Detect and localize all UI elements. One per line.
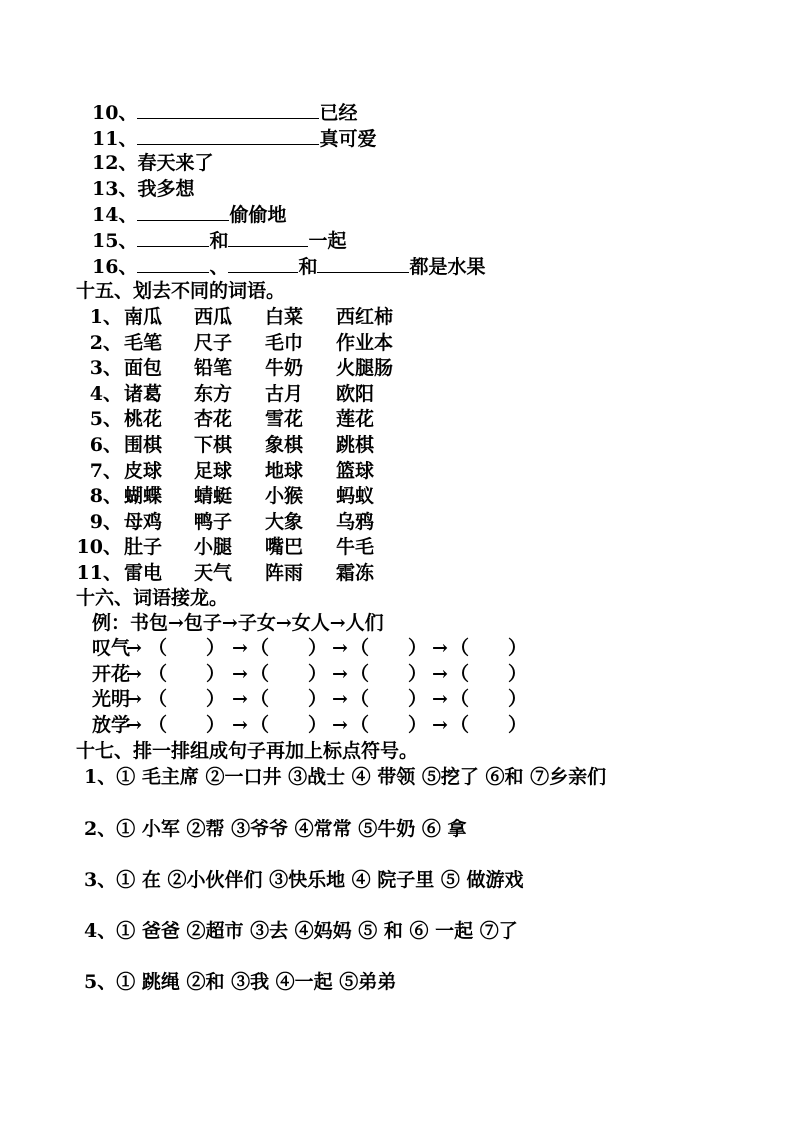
open-paren: （ [450,637,470,659]
sentence-item-4: 4、① 爸爸 ②超市 ③去 ④妈妈 ⑤ 和 ⑥ 一起 ⑦了 [84,920,518,942]
row-number: 7、 [89,460,122,482]
close-paren: ） [508,714,528,736]
answer-blank[interactable] [137,228,209,247]
item-text: 一起 [308,230,347,252]
row-number: 11、 [76,562,122,584]
item-number: 11、 [92,128,138,150]
chain-answer-blank[interactable] [470,636,510,660]
word-option[interactable]: 诸葛 [124,383,163,405]
arrow-icon: → [232,637,248,659]
answer-blank[interactable] [137,100,319,119]
chain-answer-blank[interactable] [370,636,410,660]
open-paren: （ [350,637,370,659]
chain-answer-blank[interactable] [168,662,208,686]
row-number: 6、 [89,434,122,456]
item-text: 和 [298,256,318,278]
section-15-heading: 十五、划去不同的词语。 [76,280,286,302]
word-option[interactable]: 雷电 [124,562,163,584]
arrow-icon: → [126,688,142,710]
chain-answer-blank[interactable] [370,687,410,711]
chain-example: 例：书包→包子→子女→女人→人们 [92,612,384,634]
open-paren: （ [350,714,370,736]
word-option[interactable]: 大象 [265,511,304,533]
section-17-heading: 十七、排一排组成句子再加上标点符号。 [76,740,419,762]
item-text: 都是水果 [409,256,486,278]
word-option[interactable]: 下棋 [194,434,233,456]
word-option[interactable]: 东方 [194,383,233,405]
row-number: 10、 [76,536,122,558]
answer-blank[interactable] [137,126,319,145]
arrow-icon: → [432,714,448,736]
open-paren: （ [148,714,168,736]
sentence-item-5: 5、① 跳绳 ②和 ③我 ④一起 ⑤弟弟 [84,971,397,993]
arrow-icon: → [126,663,142,685]
chain-answer-blank[interactable] [168,713,208,737]
word-option[interactable]: 桃花 [124,408,163,430]
word-option[interactable]: 小腿 [194,536,233,558]
arrow-icon: → [126,714,142,736]
word-option[interactable]: 小猴 [265,485,304,507]
word-option[interactable]: 欧阳 [336,383,375,405]
chain-answer-blank[interactable] [370,662,410,686]
chain-answer-blank[interactable] [470,713,510,737]
chain-start-word: 叹气 [92,637,131,659]
row-number: 4、 [89,383,122,405]
row-number: 8、 [89,485,122,507]
close-paren: ） [206,637,226,659]
word-option[interactable]: 象棋 [265,434,304,456]
fill-item-16 [92,254,486,278]
word-option[interactable]: 肚子 [124,536,163,558]
word-option[interactable]: 蜻蜓 [194,485,233,507]
close-paren: ） [508,688,528,710]
open-paren: （ [148,637,168,659]
fill-item-14 [92,202,286,226]
item-text: 已经 [319,102,358,124]
fill-item-13 [92,177,194,201]
item-number: 15、 [92,230,138,252]
chain-answer-blank[interactable] [270,687,310,711]
close-paren: ） [308,714,328,736]
word-option[interactable]: 蚂蚁 [336,485,375,507]
item-text: 春天来了 [137,152,214,174]
word-option[interactable]: 阵雨 [265,562,304,584]
close-paren: ） [206,663,226,685]
item-text: 、 [209,256,229,278]
arrow-icon: → [126,637,142,659]
open-paren: （ [250,688,270,710]
fill-item-15 [92,228,346,252]
word-option[interactable]: 火腿肠 [336,357,394,379]
section-16-heading: 十六、词语接龙。 [76,587,229,609]
word-option[interactable]: 铅笔 [194,357,233,379]
arrow-icon: → [232,688,248,710]
answer-blank[interactable] [137,254,209,273]
chain-answer-blank[interactable] [470,687,510,711]
chain-answer-blank[interactable] [470,662,510,686]
close-paren: ） [408,714,428,736]
arrow-icon: → [232,663,248,685]
open-paren: （ [450,714,470,736]
word-option[interactable]: 蝴蝶 [124,485,163,507]
close-paren: ） [308,663,328,685]
word-option[interactable]: 作业本 [336,332,394,354]
word-option[interactable]: 天气 [194,562,233,584]
fill-item-11 [92,126,376,150]
close-paren: ） [508,637,528,659]
open-paren: （ [148,663,168,685]
answer-blank[interactable] [317,254,409,273]
item-number: 10、 [92,102,138,124]
fill-item-10 [92,100,357,124]
row-number: 1、 [89,306,122,328]
open-paren: （ [250,663,270,685]
close-paren: ） [206,688,226,710]
item-number: 14、 [92,204,138,226]
word-option[interactable]: 杏花 [194,408,233,430]
arrow-icon: → [432,688,448,710]
arrow-icon: → [332,688,348,710]
word-option[interactable]: 牛毛 [336,536,375,558]
row-number: 9、 [89,511,122,533]
chain-start-word: 光明 [92,688,131,710]
word-option[interactable]: 地球 [265,460,304,482]
chain-start-word: 放学 [92,714,131,736]
word-option[interactable]: 乌鸦 [336,511,375,533]
word-option[interactable]: 西红柿 [336,306,394,328]
item-text: 和 [209,230,229,252]
word-option[interactable]: 跳棋 [336,434,375,456]
word-option[interactable]: 尺子 [194,332,233,354]
close-paren: ） [408,663,428,685]
open-paren: （ [250,714,270,736]
close-paren: ） [408,637,428,659]
arrow-icon: → [232,714,248,736]
row-number: 5、 [89,408,122,430]
word-option[interactable]: 牛奶 [265,357,304,379]
item-number: 13、 [92,178,138,200]
open-paren: （ [450,688,470,710]
word-option[interactable]: 霜冻 [336,562,375,584]
word-option[interactable]: 皮球 [124,460,163,482]
arrow-icon: → [332,714,348,736]
open-paren: （ [450,663,470,685]
arrow-icon: → [332,637,348,659]
item-number: 12、 [92,152,138,174]
sentence-item-2: 2、① 小军 ②帮 ③爷爷 ④常常 ⑤牛奶 ⑥ 拿 [84,818,467,840]
open-paren: （ [350,663,370,685]
open-paren: （ [148,688,168,710]
chain-answer-blank[interactable] [270,662,310,686]
chain-answer-blank[interactable] [168,636,208,660]
word-option[interactable]: 嘴巴 [265,536,304,558]
close-paren: ） [206,714,226,736]
arrow-icon: → [332,663,348,685]
item-text: 真可爱 [319,128,377,150]
close-paren: ） [308,688,328,710]
close-paren: ） [408,688,428,710]
word-option[interactable]: 篮球 [336,460,375,482]
open-paren: （ [350,688,370,710]
chain-answer-blank[interactable] [370,713,410,737]
word-option[interactable]: 古月 [265,383,304,405]
word-option[interactable]: 鸭子 [194,511,233,533]
row-number: 3、 [89,357,122,379]
row-number: 2、 [89,332,122,354]
sentence-item-3: 3、① 在 ②小伙伴们 ③快乐地 ④ 院子里 ⑤ 做游戏 [84,869,524,891]
chain-start-word: 开花 [92,663,131,685]
answer-blank[interactable] [137,202,229,221]
word-option[interactable]: 西瓜 [194,306,233,328]
arrow-icon: → [432,637,448,659]
word-option[interactable]: 南瓜 [124,306,163,328]
arrow-icon: → [432,663,448,685]
sentence-item-1: 1、① 毛主席 ②一口井 ③战士 ④ 带领 ⑤挖了 ⑥和 ⑦乡亲们 [84,766,607,788]
fill-item-12 [92,151,213,175]
word-option[interactable]: 毛巾 [265,332,304,354]
close-paren: ） [508,663,528,685]
answer-blank[interactable] [228,254,298,273]
word-option[interactable]: 雪花 [265,408,304,430]
word-option[interactable]: 莲花 [336,408,375,430]
chain-answer-blank[interactable] [270,713,310,737]
word-option[interactable]: 足球 [194,460,233,482]
item-number: 16、 [92,256,138,278]
item-text: 偷偷地 [229,204,287,226]
open-paren: （ [250,637,270,659]
answer-blank[interactable] [228,228,308,247]
chain-answer-blank[interactable] [270,636,310,660]
close-paren: ） [308,637,328,659]
word-option[interactable]: 毛笔 [124,332,163,354]
word-option[interactable]: 白菜 [265,306,304,328]
word-option[interactable]: 面包 [124,357,163,379]
chain-answer-blank[interactable] [168,687,208,711]
word-option[interactable]: 母鸡 [124,511,163,533]
word-option[interactable]: 围棋 [124,434,163,456]
item-text: 我多想 [137,178,195,200]
